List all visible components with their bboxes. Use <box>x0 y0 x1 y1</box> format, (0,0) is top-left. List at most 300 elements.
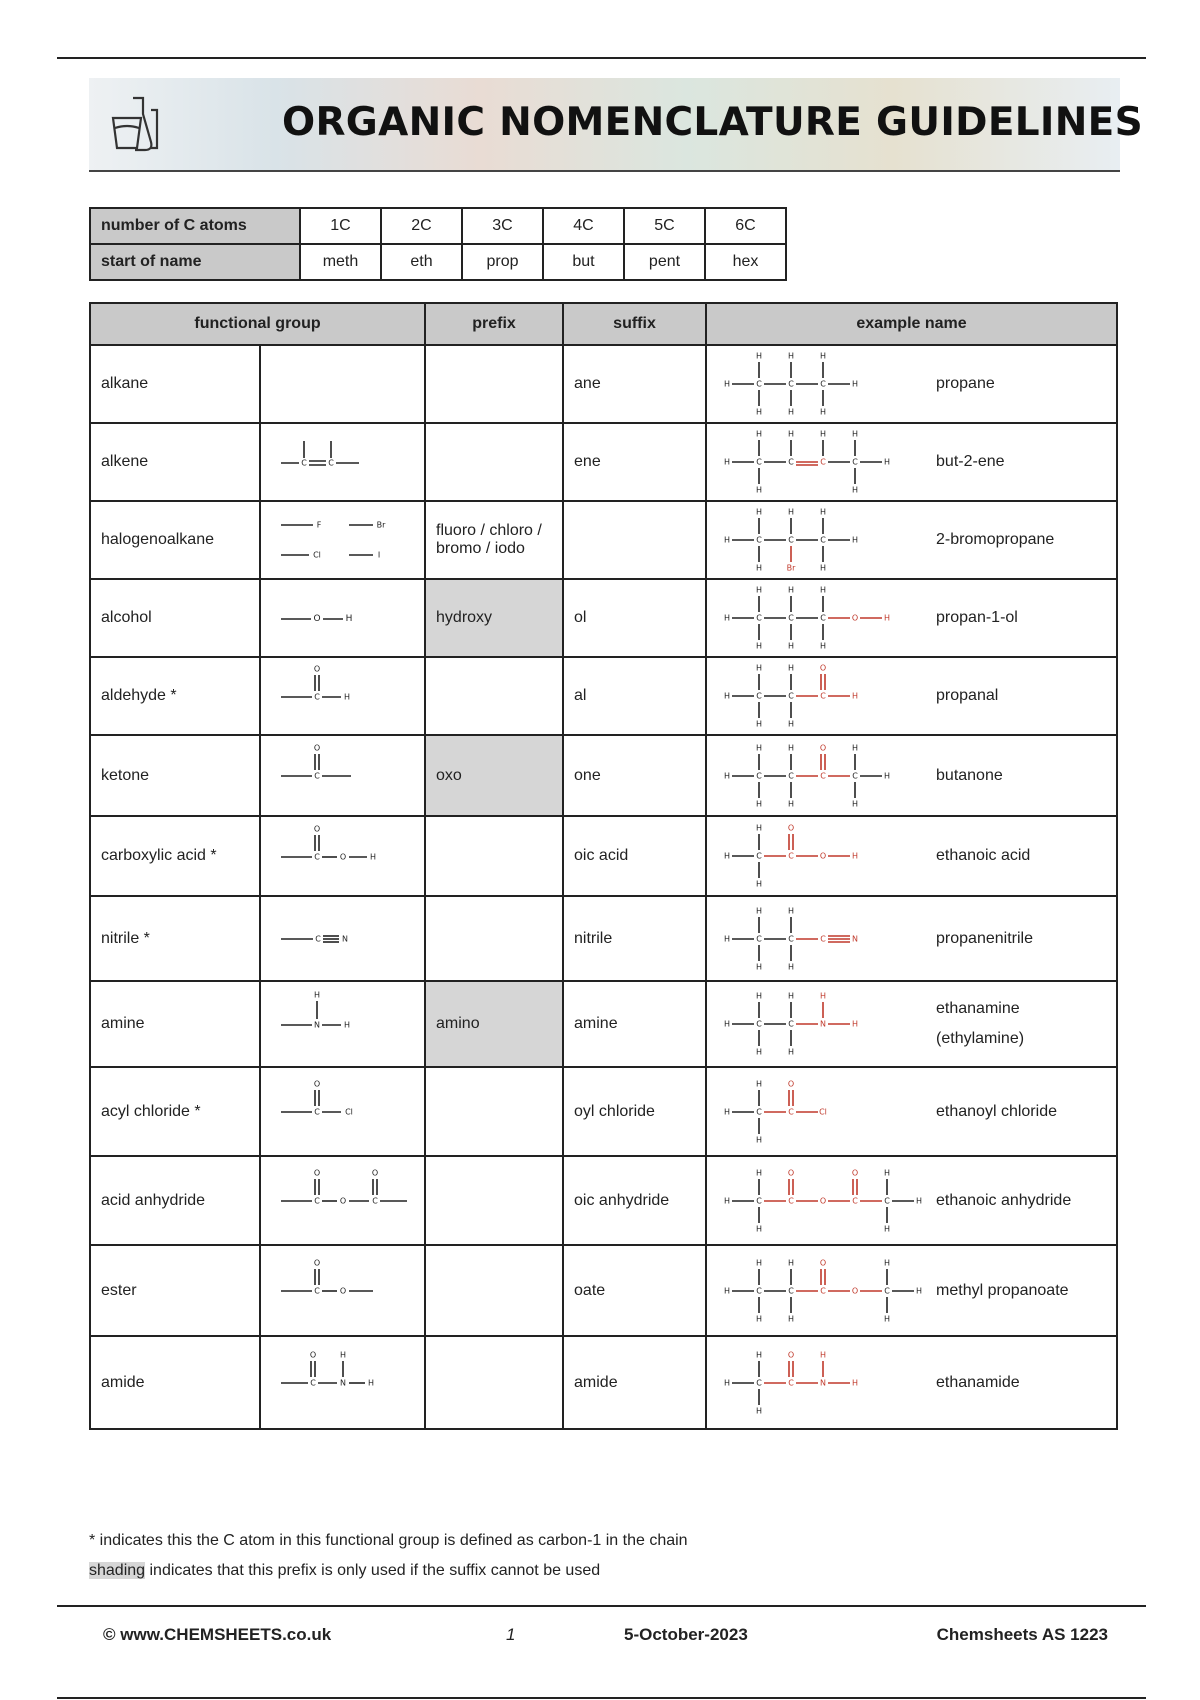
svg-text:O: O <box>819 851 827 861</box>
functional-group-structure <box>260 735 425 816</box>
svg-text:C: C <box>314 1286 320 1296</box>
svg-text:C: C <box>314 771 320 781</box>
svg-text:H: H <box>724 613 731 623</box>
svg-text:C: C <box>301 458 307 467</box>
suffix-cell: oic acid <box>563 816 706 896</box>
svg-text:Br: Br <box>786 563 796 573</box>
svg-text:O: O <box>339 852 347 861</box>
example-structure <box>717 1163 1106 1239</box>
svg-text:H: H <box>756 429 763 439</box>
svg-text:O: O <box>339 1286 347 1296</box>
svg-text:Cl: Cl <box>313 550 321 559</box>
svg-text:C: C <box>788 1378 794 1387</box>
functional-group-structure <box>260 1156 425 1245</box>
svg-text:H: H <box>313 990 321 999</box>
svg-text:O: O <box>313 1079 321 1089</box>
example-cell <box>706 345 1117 423</box>
svg-text:C: C <box>756 1286 762 1295</box>
suffix-cell: one <box>563 735 706 816</box>
svg-text:F: F <box>316 520 322 529</box>
svg-text:H: H <box>756 407 763 417</box>
footer-page-number: 1 <box>506 1625 516 1644</box>
svg-text:C: C <box>315 934 321 944</box>
svg-text:H: H <box>820 351 827 361</box>
svg-text:H: H <box>724 1107 731 1116</box>
note-carbon-1: * indicates this the C atom in this functional group is defined as carbon-1 in the chain <box>89 1532 688 1549</box>
svg-text:C: C <box>788 851 794 861</box>
atom-count-cell: 4C <box>543 208 624 244</box>
example-structure <box>717 818 1106 894</box>
svg-text:C: C <box>788 1286 794 1295</box>
suffix-cell: nitrile <box>563 896 706 981</box>
header-functional-group: functional group <box>90 303 425 345</box>
functional-group-structure <box>260 345 425 423</box>
name-start-cell: eth <box>381 244 462 280</box>
svg-text:O: O <box>313 824 321 833</box>
example-cell <box>706 735 1117 816</box>
header-suffix: suffix <box>563 303 706 345</box>
svg-text:O: O <box>339 1196 347 1206</box>
svg-text:H: H <box>788 429 795 439</box>
svg-text:O: O <box>787 1079 795 1088</box>
svg-text:H: H <box>756 879 763 889</box>
svg-text:H: H <box>820 563 827 573</box>
svg-text:O: O <box>371 1168 379 1178</box>
functional-group-name: acyl chloride * <box>90 1067 260 1156</box>
table-row <box>90 1156 1117 1245</box>
functional-group-structure <box>260 1245 425 1336</box>
atom-count-cell: 3C <box>462 208 543 244</box>
name-start-cell: hex <box>705 244 786 280</box>
svg-text:C: C <box>314 1107 320 1117</box>
functional-group-name: amide <box>90 1336 260 1429</box>
svg-text:Cl: Cl <box>345 1107 353 1117</box>
functional-group-name: amine <box>90 981 260 1067</box>
svg-text:H: H <box>884 1258 891 1267</box>
svg-text:C: C <box>820 379 826 389</box>
svg-text:O: O <box>819 1196 827 1205</box>
svg-text:C: C <box>788 379 794 389</box>
table-row <box>90 735 1117 816</box>
svg-text:H: H <box>724 457 731 467</box>
footer-code: Chemsheets AS 1223 <box>936 1625 1108 1644</box>
svg-text:H: H <box>724 1286 731 1295</box>
svg-text:O: O <box>851 1286 859 1295</box>
svg-text:H: H <box>756 1258 763 1267</box>
example-name: ethanoic anhydride <box>936 1191 1072 1209</box>
svg-text:C: C <box>820 691 826 701</box>
svg-text:H: H <box>852 1378 859 1387</box>
svg-text:C: C <box>756 379 762 389</box>
svg-text:H: H <box>756 585 763 595</box>
example-cell <box>706 657 1117 735</box>
svg-text:H: H <box>367 1378 375 1388</box>
svg-text:H: H <box>884 1224 891 1233</box>
functional-group-structure <box>260 1067 425 1156</box>
name-start-cell: meth <box>300 244 381 280</box>
svg-text:C: C <box>314 692 320 701</box>
svg-text:H: H <box>756 1350 763 1359</box>
svg-text:C: C <box>884 1196 890 1205</box>
example-name: ethanamide <box>936 1373 1020 1391</box>
example-name: 2-bromopropane <box>936 531 1055 548</box>
table-row <box>90 657 1117 735</box>
svg-text:C: C <box>884 1286 890 1295</box>
svg-text:H: H <box>788 1314 795 1323</box>
example-name: propane <box>936 375 995 392</box>
svg-text:H: H <box>724 379 731 389</box>
suffix-cell: oyl chloride <box>563 1067 706 1156</box>
header-example: example name <box>706 303 1117 345</box>
svg-text:C: C <box>756 1107 762 1116</box>
svg-text:H: H <box>788 641 795 651</box>
svg-text:H: H <box>724 535 731 545</box>
svg-text:H: H <box>852 743 859 752</box>
prefix-cell <box>425 1245 563 1336</box>
svg-text:C: C <box>372 1196 378 1206</box>
svg-text:C: C <box>820 535 826 545</box>
svg-text:H: H <box>820 585 827 595</box>
name-start-row <box>90 244 786 280</box>
example-structure <box>717 346 1106 422</box>
svg-text:C: C <box>788 934 794 943</box>
example-name: butanone <box>936 766 1003 784</box>
svg-text:C: C <box>788 771 794 780</box>
atom-count-cell: 2C <box>381 208 462 244</box>
example-name: but-2-ene <box>936 453 1005 470</box>
name-start-cell: prop <box>462 244 543 280</box>
svg-text:H: H <box>884 457 891 467</box>
suffix-cell: al <box>563 657 706 735</box>
footer-date: 5-October-2023 <box>624 1625 748 1644</box>
svg-text:H: H <box>788 1258 795 1267</box>
row-label: start of name <box>90 244 300 280</box>
prefix-cell <box>425 345 563 423</box>
svg-text:H: H <box>852 691 859 701</box>
name-start-cell: pent <box>624 244 705 280</box>
svg-text:I: I <box>377 550 381 559</box>
bottom-rule <box>57 1697 1146 1699</box>
svg-text:H: H <box>756 1314 763 1323</box>
svg-text:H: H <box>788 507 795 517</box>
svg-text:H: H <box>724 1019 731 1029</box>
suffix-cell: oate <box>563 1245 706 1336</box>
functional-group-name: aldehyde * <box>90 657 260 735</box>
svg-text:H: H <box>884 771 891 780</box>
suffix-cell: amine <box>563 981 706 1067</box>
example-structure <box>717 1253 1106 1329</box>
svg-text:H: H <box>756 906 763 915</box>
prefix-cell: oxo <box>425 735 563 816</box>
functional-group-structure <box>260 657 425 735</box>
name-start-cell: but <box>543 244 624 280</box>
svg-text:C: C <box>756 934 762 943</box>
functional-group-name: ketone <box>90 735 260 816</box>
svg-text:H: H <box>724 851 731 861</box>
functional-group-structure <box>260 423 425 501</box>
table-row <box>90 896 1117 981</box>
svg-text:H: H <box>724 691 731 701</box>
example-cell <box>706 1336 1117 1429</box>
suffix-cell: amide <box>563 1336 706 1429</box>
svg-text:H: H <box>788 719 795 729</box>
shading-word: shading <box>89 1562 146 1579</box>
svg-text:H: H <box>756 351 763 361</box>
svg-text:H: H <box>756 641 763 651</box>
notes <box>89 1526 688 1586</box>
svg-text:N: N <box>820 1019 827 1029</box>
example-name: ethanoic acid <box>936 847 1031 864</box>
svg-text:H: H <box>724 934 731 943</box>
functional-group-structure <box>260 579 425 657</box>
svg-text:C: C <box>788 1196 794 1205</box>
svg-text:C: C <box>788 1107 794 1116</box>
table-row <box>90 981 1117 1067</box>
example-structure <box>717 901 1106 977</box>
example-name: methyl propanoate <box>936 1281 1069 1299</box>
prefix-cell <box>425 1336 563 1429</box>
table-row <box>90 1245 1117 1336</box>
example-structure <box>717 1345 1106 1421</box>
svg-text:Cl: Cl <box>819 1107 827 1116</box>
svg-text:H: H <box>756 663 763 673</box>
svg-text:O: O <box>851 613 859 623</box>
functional-group-name: alcohol <box>90 579 260 657</box>
svg-text:H: H <box>756 743 763 752</box>
example-structure <box>717 424 1106 500</box>
svg-text:C: C <box>328 458 334 467</box>
svg-text:H: H <box>788 962 795 971</box>
svg-text:H: H <box>852 379 859 389</box>
svg-text:H: H <box>756 1406 763 1415</box>
example-cell <box>706 896 1117 981</box>
svg-text:C: C <box>756 535 762 545</box>
suffix-cell: ene <box>563 423 706 501</box>
page-title: ORGANIC NOMENCLATURE GUIDELINES <box>282 100 1143 145</box>
svg-text:O: O <box>313 613 321 624</box>
functional-group-name: ester <box>90 1245 260 1336</box>
svg-text:O: O <box>851 1168 859 1177</box>
svg-text:H: H <box>820 407 827 417</box>
svg-text:C: C <box>756 457 762 467</box>
svg-text:H: H <box>884 1168 891 1177</box>
table-header <box>90 303 1117 345</box>
svg-text:H: H <box>788 743 795 752</box>
svg-text:C: C <box>820 457 826 467</box>
footer-site: © www.CHEMSHEETS.co.uk <box>103 1625 332 1644</box>
svg-text:H: H <box>916 1286 923 1295</box>
svg-text:H: H <box>756 1135 763 1144</box>
svg-text:C: C <box>756 1196 762 1205</box>
example-structure <box>717 502 1106 578</box>
svg-text:C: C <box>852 457 858 467</box>
example-structure <box>717 580 1106 656</box>
svg-text:H: H <box>756 1047 763 1057</box>
example-name: ethanoyl chloride <box>936 1102 1057 1120</box>
example-structure <box>717 1074 1106 1150</box>
svg-text:C: C <box>756 1378 762 1387</box>
prefix-cell: amino <box>425 981 563 1067</box>
functional-group-name: alkene <box>90 423 260 501</box>
atom-count-cell: 5C <box>624 208 705 244</box>
table-row <box>90 1067 1117 1156</box>
functional-group-name: carboxylic acid * <box>90 816 260 896</box>
example-cell <box>706 579 1117 657</box>
functional-group-structure <box>260 816 425 896</box>
top-rule <box>57 57 1146 59</box>
functional-group-name: nitrile * <box>90 896 260 981</box>
svg-text:H: H <box>724 1196 731 1205</box>
example-structure <box>717 738 1106 814</box>
functional-group-structure <box>260 896 425 981</box>
svg-text:N: N <box>314 1020 320 1029</box>
footer <box>103 1625 1108 1649</box>
svg-text:H: H <box>820 991 827 1001</box>
svg-text:H: H <box>788 991 795 1001</box>
functional-group-structure <box>260 1336 425 1429</box>
svg-text:O: O <box>313 1168 321 1178</box>
svg-text:H: H <box>724 1378 731 1387</box>
svg-text:C: C <box>756 851 762 861</box>
svg-text:C: C <box>788 691 794 701</box>
svg-text:C: C <box>756 691 762 701</box>
example-cell <box>706 1156 1117 1245</box>
note-shading <box>89 1556 688 1586</box>
svg-text:H: H <box>343 1020 351 1029</box>
carbon-atoms-row <box>90 208 786 244</box>
svg-text:O: O <box>819 663 827 673</box>
svg-text:O: O <box>819 743 827 752</box>
svg-text:H: H <box>724 771 731 780</box>
svg-text:H: H <box>756 507 763 517</box>
atom-count-cell: 6C <box>705 208 786 244</box>
svg-text:C: C <box>852 1196 858 1205</box>
prefix-cell: fluoro / chloro / bromo / iodo <box>425 501 563 579</box>
svg-text:C: C <box>788 535 794 545</box>
svg-text:N: N <box>852 934 859 943</box>
example-cell <box>706 1067 1117 1156</box>
table-row <box>90 1336 1117 1429</box>
title-banner <box>89 78 1143 172</box>
svg-text:H: H <box>852 1019 859 1029</box>
functional-group-table <box>89 302 1118 1430</box>
prefix-cell <box>425 657 563 735</box>
svg-text:H: H <box>756 1079 763 1088</box>
svg-text:C: C <box>314 852 320 861</box>
footer-rule-top <box>57 1605 1146 1607</box>
svg-text:H: H <box>820 1350 827 1359</box>
svg-text:H: H <box>756 823 763 833</box>
functional-group-structure <box>260 501 425 579</box>
header-prefix: prefix <box>425 303 563 345</box>
table-row <box>90 345 1117 423</box>
svg-text:H: H <box>343 692 351 701</box>
svg-text:H: H <box>756 563 763 573</box>
svg-text:H: H <box>884 613 891 623</box>
svg-text:C: C <box>756 1019 762 1029</box>
suffix-cell <box>563 501 706 579</box>
prefix-cell <box>425 816 563 896</box>
example-structure <box>717 986 1106 1062</box>
svg-text:N: N <box>342 934 348 944</box>
example-name: propanal <box>936 687 999 704</box>
svg-text:H: H <box>788 799 795 808</box>
table-row <box>90 816 1117 896</box>
svg-text:O: O <box>313 1258 321 1268</box>
note-shading-text: indicates that this prefix is only used if the suffix cannot be used <box>145 1562 601 1579</box>
svg-text:O: O <box>313 664 321 673</box>
svg-text:C: C <box>310 1378 316 1388</box>
svg-text:H: H <box>339 1350 347 1360</box>
example-cell <box>706 816 1117 896</box>
svg-text:H: H <box>852 485 859 495</box>
svg-text:H: H <box>788 1047 795 1057</box>
example-cell <box>706 1245 1117 1336</box>
prefix-cell: hydroxy <box>425 579 563 657</box>
svg-text:H: H <box>852 429 859 439</box>
svg-text:C: C <box>820 613 826 623</box>
svg-text:H: H <box>345 613 353 624</box>
svg-text:H: H <box>788 585 795 595</box>
suffix-cell: ane <box>563 345 706 423</box>
example-cell <box>706 423 1117 501</box>
carbon-count-table <box>89 207 787 281</box>
functional-group-name: acid anhydride <box>90 1156 260 1245</box>
svg-text:H: H <box>916 1196 923 1205</box>
svg-text:O: O <box>787 823 795 833</box>
svg-text:O: O <box>787 1350 795 1359</box>
svg-text:C: C <box>820 771 826 780</box>
svg-text:C: C <box>820 1286 826 1295</box>
svg-text:H: H <box>884 1314 891 1323</box>
svg-text:H: H <box>852 535 859 545</box>
svg-text:N: N <box>340 1378 346 1388</box>
svg-text:H: H <box>756 485 763 495</box>
svg-text:N: N <box>820 1378 827 1387</box>
svg-text:C: C <box>756 771 762 780</box>
suffix-cell: oic anhydride <box>563 1156 706 1245</box>
table-row <box>90 579 1117 657</box>
example-cell <box>706 501 1117 579</box>
suffix-cell: ol <box>563 579 706 657</box>
svg-text:H: H <box>788 906 795 915</box>
glassware-icon <box>107 92 169 154</box>
functional-group-structure <box>260 981 425 1067</box>
svg-text:C: C <box>852 771 858 780</box>
svg-text:O: O <box>309 1350 317 1360</box>
svg-text:H: H <box>852 851 859 861</box>
example-name: propanenitrile <box>936 929 1033 947</box>
svg-text:H: H <box>756 799 763 808</box>
example-name: ethanamine (ethylamine) <box>936 1000 1025 1047</box>
svg-text:H: H <box>756 1168 763 1177</box>
svg-text:H: H <box>788 663 795 673</box>
svg-text:C: C <box>756 613 762 623</box>
table-row <box>90 501 1117 579</box>
svg-text:C: C <box>314 1196 320 1206</box>
svg-text:O: O <box>787 1168 795 1177</box>
table-row <box>90 423 1117 501</box>
svg-text:H: H <box>756 962 763 971</box>
svg-text:O: O <box>819 1258 827 1267</box>
prefix-cell <box>425 423 563 501</box>
prefix-cell <box>425 1156 563 1245</box>
svg-text:H: H <box>369 852 377 861</box>
prefix-cell <box>425 1067 563 1156</box>
svg-text:H: H <box>788 407 795 417</box>
svg-text:H: H <box>756 719 763 729</box>
svg-text:H: H <box>820 429 827 439</box>
